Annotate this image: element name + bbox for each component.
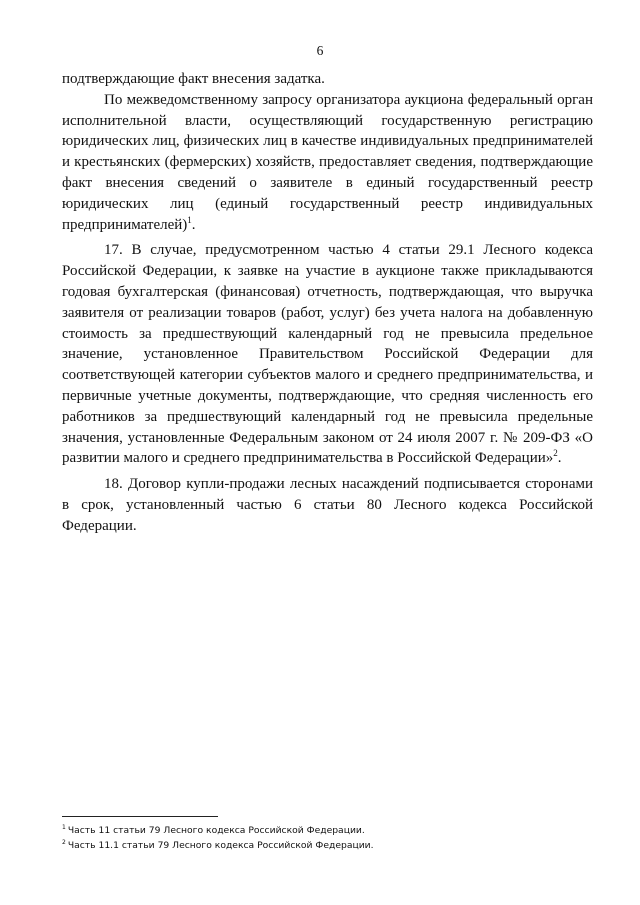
- paragraph-text: 18. Договор купли-продажи лесных насаждений подписывается сторонами в срок, установленный частью 6 статьи 80 Лесного кодекса Российской Федерации.: [62, 476, 593, 534]
- paragraph-text: 17. В случае, предусмотренном частью 4 статьи 29.1 Лесного кодекса Российской Федерации, к заявке на участие в аукционе также прикладываются годовая бухгалтерская (финансовая) отчетность, подтверждающая, что выручка заявителя от реализации товаров (работ, услуг) без учета налога на добавленную стоимость за предшествующий календарный год не превысила предельное значение, установленное Правительством Российской Федерации для соответствующей категории субъектов малого и среднего предпринимательства, и первичные учетные документы, подтверждающие, что средняя численность его работников за предшествующий календарный год не превысила предельные значения, установленные Федеральным законом от 24 июля 2007 г. № 209-ФЗ «О развитии малого и среднего предпринимательства в Российской Федерации»: [62, 242, 593, 467]
- footnote-reference: 2: [553, 448, 558, 459]
- footnote-marker: 1: [62, 823, 66, 831]
- paragraph-item-17: [62, 240, 593, 469]
- paragraph-continuation: [62, 69, 593, 90]
- footnote-text: Часть 11 статьи 79 Лесного кодекса Российской Федерации.: [67, 825, 365, 836]
- footnote-marker: 2: [62, 838, 66, 846]
- paragraph-text: По межведомственному запросу организатора аукциона федеральный орган исполнительной власти, осуществляющий государственную регистрацию юридических лиц, физических лиц в качестве индивидуальных предпринимателей и крестьянских (фермерских) хозяйств, предоставляет сведения, подтверждающие факт внесения сведений о заявителе в единый государственный реестр юридических лиц (единый государственный реестр индивидуальных предпринимателей): [62, 91, 593, 233]
- paragraph-interagency-request: [62, 90, 593, 236]
- paragraph-text: подтверждающие факт внесения задатка.: [62, 71, 325, 87]
- footnote-reference: 1: [187, 214, 192, 225]
- footnote-1: [62, 823, 593, 838]
- footnote-2: [62, 838, 593, 853]
- document-body: [62, 69, 593, 537]
- paragraph-item-18: [62, 474, 593, 536]
- paragraph-end-punctuation: .: [557, 450, 562, 467]
- footnote-separator: [62, 816, 218, 817]
- footnote-text: Часть 11.1 статьи 79 Лесного кодекса Российской Федерации.: [67, 840, 374, 851]
- footnotes: [62, 823, 593, 853]
- paragraph-end-punctuation: .: [191, 216, 196, 233]
- page-number: 6: [316, 43, 324, 58]
